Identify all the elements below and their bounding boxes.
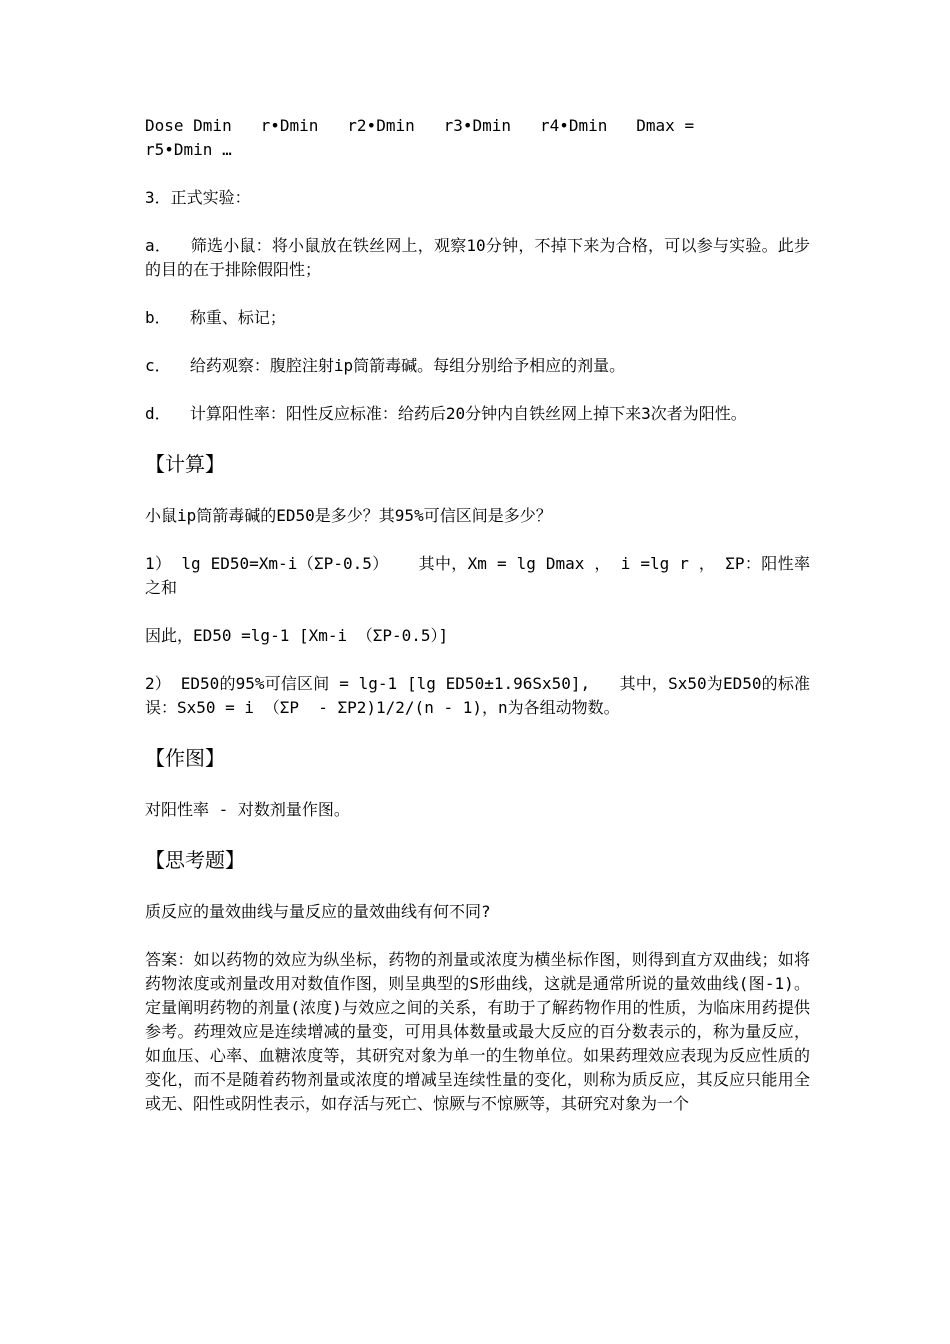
plot-text: 对阳性率 - 对数剂量作图。 — [145, 800, 350, 819]
formal-experiment-title: 3．正式实验： — [145, 188, 251, 207]
calc-heading: 【计算】 — [145, 452, 225, 476]
step-c: c． 给药观察：腹腔注射ip筒箭毒碱。每组分别给予相应的剂量。 — [145, 356, 626, 375]
calc-question: 小鼠ip筒箭毒碱的ED50是多少？其95%可信区间是多少？ — [145, 506, 552, 525]
step-b: b． 称重、标记； — [145, 308, 286, 327]
think-heading: 【思考题】 — [145, 848, 245, 872]
step-d: d． 计算阳性率：阳性反应标准：给药后20分钟内自铁丝网上掉下来3次者为阳性。 — [145, 404, 747, 423]
calc-item-2: 2） ED50的95%可信区间 = lg-1 [lg ED50±1.96Sx50], 其中，Sx50为ED50的标准误：Sx50 = i （ΣP - ΣP2)1/2/(n - 1)，n为各组动物数。 — [145, 674, 810, 717]
think-question: 质反应的量效曲线与量反应的量效曲线有何不同? — [145, 902, 491, 921]
calc-therefore: 因此，ED50 =lg-1 [Xm-i （ΣP-0.5）] — [145, 626, 449, 645]
think-answer: 答案：如以药物的效应为纵坐标，药物的剂量或浓度为横坐标作图，则得到直方双曲线；如将药物浓度或剂量改用对数值作图，则呈典型的S形曲线，这就是通常所说的量效曲线(图-1)。定量阐明药物的剂量(浓度)与效应之间的关系，有助于了解药物作用的性质，为临床用药提供参考。药理效应是连续增减的量变，可用具体数量或最大反应的百分数表示的，称为量反应，如血压、心率、血糖浓度等，其研究对象为单一的生物单位。如果药理效应表现为反应性质的变化，而不是随着药物剂量或浓度的增减呈连续性量的变化，则称为质反应，其反应只能用全或无、阳性或阴性表示，如存活与死亡、惊厥与不惊厥等，其研究对象为一个 — [145, 950, 810, 1113]
dose-sequence — [145, 114, 810, 162]
calc-item-1: 1） lg ED50=Xm-i（ΣP-0.5） 其中，Xm = lg Dmax ， i =lg r ， ΣP：阳性率之和 — [145, 554, 810, 597]
plot-heading: 【作图】 — [145, 746, 225, 770]
dose-sequence-line-2: r5•Dmin … — [145, 140, 232, 159]
step-a: a． 筛选小鼠：将小鼠放在铁丝网上，观察10分钟，不掉下来为合格，可以参与实验。此步的目的在于排除假阳性； — [145, 236, 810, 279]
document-page — [145, 114, 810, 1140]
dose-sequence-line-1: Dose Dmin r•Dmin r2•Dmin r3•Dmin r4•Dmin Dmax = — [145, 116, 695, 135]
